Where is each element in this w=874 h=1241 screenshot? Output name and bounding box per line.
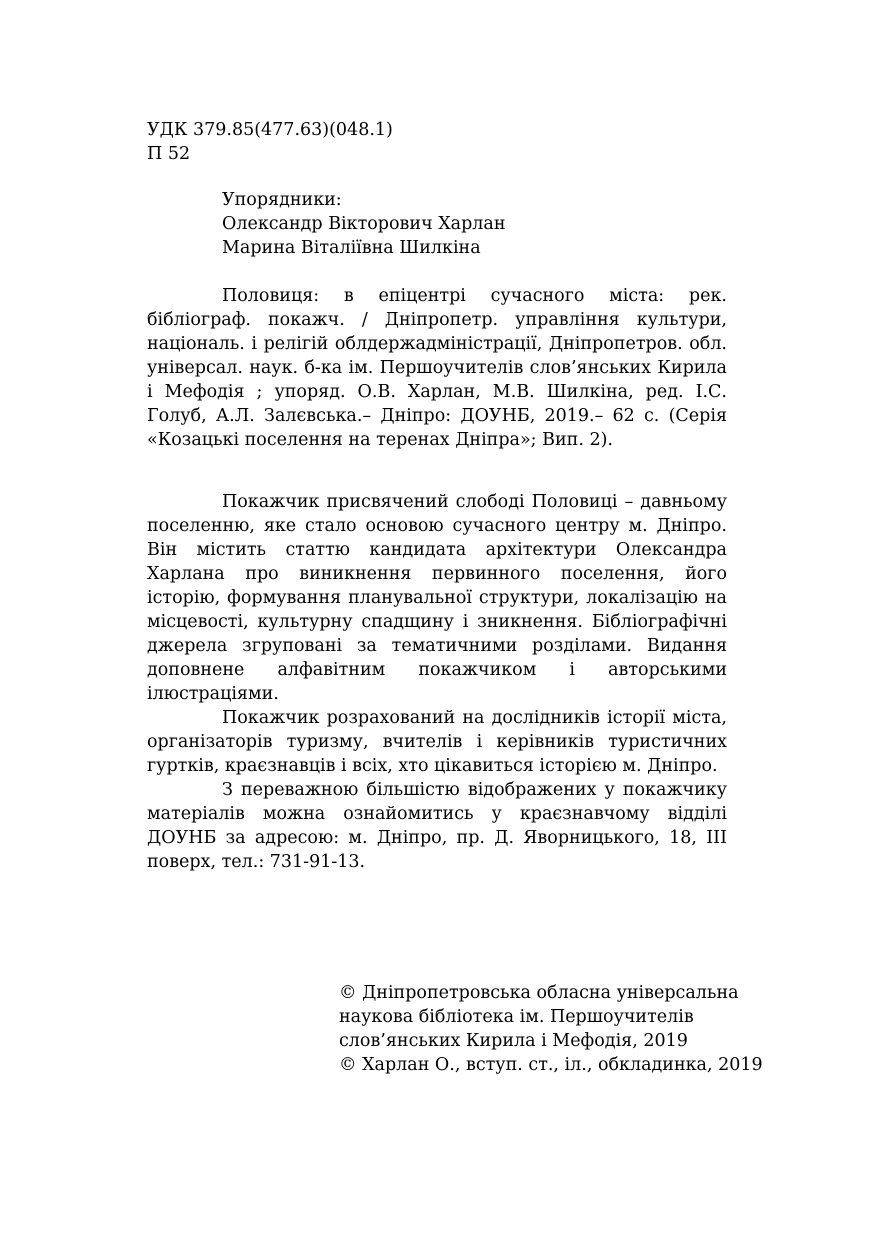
compilers-block xyxy=(222,188,506,260)
compilers-label: Упорядники: xyxy=(222,190,342,210)
copyright-line: © Дніпропетровська обласна універсальна xyxy=(339,983,739,1003)
classification-codes xyxy=(147,118,393,166)
compiler-name: Олександр Вікторович Харлан xyxy=(222,214,506,234)
compiler-name: Марина Віталіївна Шилкіна xyxy=(222,238,481,258)
catalog-code: П 52 xyxy=(147,144,191,164)
copyright-line: наукова бібліотека ім. Першоучителів xyxy=(339,1007,694,1027)
copyright-notice xyxy=(339,981,763,1077)
annotation xyxy=(147,490,727,874)
copyright-line: © Харлан О., вступ. ст., іл., обкладинка, 2019 xyxy=(339,1055,763,1075)
udk-code: УДК 379.85(477.63)(048.1) xyxy=(147,120,393,140)
annotation-paragraph: Покажчик присвячений слободі Половиці – давньому поселенню, яке стало основою сучасного центру м. Дніпро. Він містить статтю кандидата архітектури Олександра Харлана про виникнення первинного поселення, його історію, формування планувальної структури, локалізацію на місцевості, культурну спадщину і зникнення. Бібліографічні джерела згруповані за тематичними розділами. Видання доповнене алфавітним покажчиком і авторськими ілюстраціями. xyxy=(147,492,727,704)
citation-text: Половиця: в епіцентрі сучасного міста: рек. бібліограф. покажч. / Дніпропетр. управління культури, національ. і релігій облдержадміністрації, Дніпропетров. обл. універсал. наук. б-ка ім. Першоучителів слов’янських Кирила і Мефодія ; упоряд. О.В. Харлан, М.В. Шилкіна, ред. І.С. Голуб, А.Л. Залєвська.– Дніпро: ДОУНБ, 2019.– 62 с. (Серія «Козацькі поселення на теренах Дніпра»; Вип. 2). xyxy=(147,286,727,450)
copyright-line: слов’янських Кирила і Мефодія, 2019 xyxy=(339,1031,688,1051)
bibliographic-citation xyxy=(147,284,727,452)
annotation-paragraph: Покажчик розрахований на дослідників історії міста, організаторів туризму, вчителів і керівників туристичних гуртків, краєзнавців і всіх, хто цікавиться історією м. Дніпро. xyxy=(147,708,727,776)
annotation-paragraph: З переважною більшістю відображених у покажчику матеріалів можна ознайомитись у краєзнавчому відділі ДОУНБ за адресою: м. Дніпро, пр. Д. Яворницького, 18, ІІІ поверх, тел.: 731-91-13. xyxy=(147,780,727,872)
